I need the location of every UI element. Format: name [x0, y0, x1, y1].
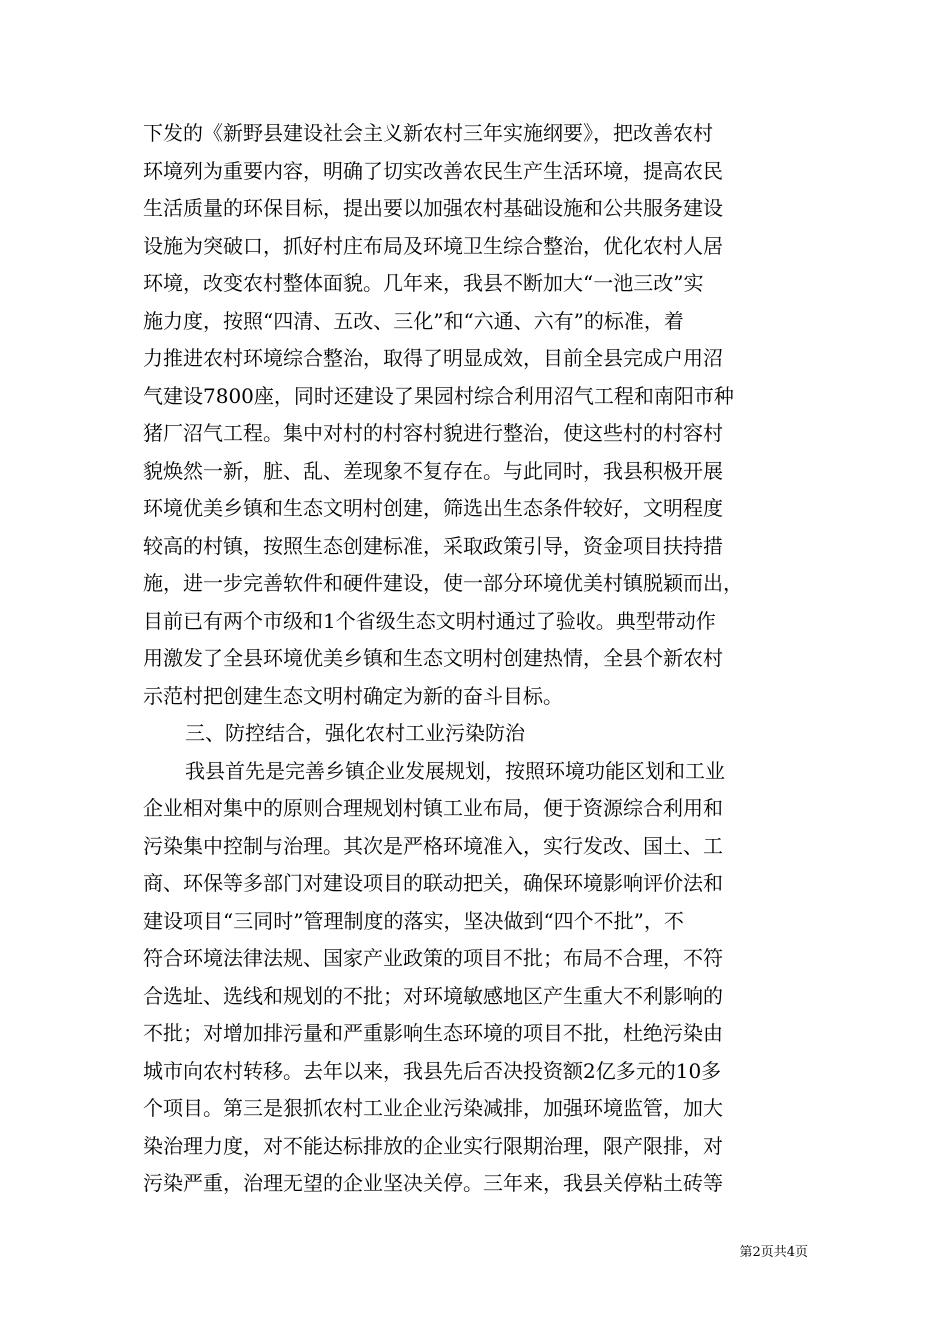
text-line: 施力度，按照“四清、五改、三化”和“六通、六有”的标准，着: [143, 308, 684, 333]
text-line: 我县首先是完善乡镇企业发展规划，按照环境功能区划和工业: [185, 758, 725, 783]
body-text: [143, 115, 808, 1203]
text-line: 建设项目“三同时”管理制度的落实，坚决做到“四个不批”，不: [143, 908, 684, 933]
text-line: 环境，改变农村整体面貌。几年来，我县不断加大“一池三改”实: [143, 271, 704, 295]
text-line: 下发的《新野县建设社会主义新农村三年实施纲要》，把改善农村: [143, 121, 713, 145]
text-line: 符合环境法律法规、国家产业政策的项目不批；布局不合理，不符: [143, 946, 723, 970]
text-line: 合选址、选线和规划的不批；对环境敏感地区产生重大不利影响的: [143, 983, 723, 1008]
text-line: 染治理力度，对不能达标排放的企业实行限期治理，限产限排，对: [143, 1133, 723, 1158]
page-number: 第2页共4页: [739, 1245, 808, 1260]
text-line: 企业相对集中的原则合理规划村镇工业布局，便于资源综合利用和: [143, 796, 723, 820]
text-line: 气建设7800座，同时还建设了果园村综合利用沼气工程和南阳市种: [143, 383, 734, 408]
text-line: 设施为突破口，抓好村庄布局及环境卫生综合整治，优化农村人居: [143, 233, 723, 258]
text-line: 城市向农村转移。去年以来，我县先后否决投资额2亿多元的10多: [143, 1058, 722, 1083]
text-line: 目前已有两个市级和1个省级生态文明村通过了验收。典型带动作: [143, 608, 716, 633]
text-line: 貌焕然一新，脏、乱、差现象不复存在。与此同时，我县积极开展: [143, 458, 723, 483]
text-line: 猪厂沼气工程。集中对村的村容村貌进行整治，使这些村的村容村: [143, 421, 723, 445]
text-line: 环境优美乡镇和生态文明村创建，筛选出生态条件较好，文明程度: [143, 496, 723, 520]
text-line: 不批；对增加排污量和严重影响生态环境的项目不批，杜绝污染由: [143, 1021, 723, 1045]
text-line: 环境列为重要内容，明确了切实改善农民生产生活环境，提高农民: [143, 158, 723, 183]
text-line: 个项目。第三是狠抓农村工业企业污染减排，加强环境监管，加大: [143, 1096, 723, 1120]
text-line: 施，进一步完善软件和硬件建设，使一部分环境优美村镇脱颖而出，: [143, 571, 743, 595]
text-line: 商、环保等多部门对建设项目的联动把关，确保环境影响评价法和: [143, 871, 723, 895]
text-line: 用激发了全县环境优美乡镇和生态文明村创建热情，全县个新农村: [143, 646, 723, 670]
text-line: 力推进农村环境综合整治，取得了明显成效，目前全县完成户用沼: [143, 346, 723, 370]
section-heading: 三、防控结合，强化农村工业污染防治: [185, 721, 525, 745]
text-line: 污染集中控制与治理。其次是严格环境准入，实行发改、国土、工: [143, 833, 723, 858]
text-line: 示范村把创建生态文明村确定为新的奋斗目标。: [143, 683, 563, 708]
text-line: 较高的村镇，按照生态创建标准，采取政策引导，资金项目扶持措: [143, 533, 723, 558]
text-line: 污染严重，治理无望的企业坚决关停。三年来，我县关停粘土砖等: [143, 1171, 723, 1195]
text-line: 生活质量的环保目标，提出要以加强农村基础设施和公共服务建设: [143, 196, 723, 220]
